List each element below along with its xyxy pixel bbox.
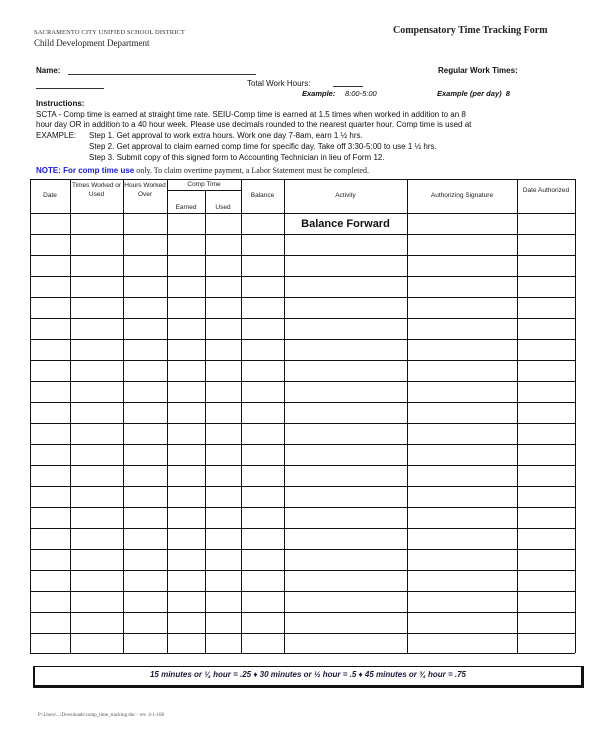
name-field-continued[interactable] [36,88,104,89]
cell-authorizing-signature[interactable] [408,235,516,254]
cell-authorizing-signature[interactable] [408,256,516,275]
cell-authorizing-signature[interactable] [408,424,516,443]
cell-times-worked[interactable] [71,319,122,338]
cell-times-worked[interactable] [71,550,122,569]
cell-date[interactable] [31,508,69,527]
cell-times-worked[interactable] [71,508,122,527]
cell-earned[interactable] [168,256,204,275]
cell-date[interactable] [31,340,69,359]
conversion-box [33,666,584,688]
cell-authorizing-signature[interactable] [408,298,516,317]
cell-earned[interactable] [168,403,204,422]
cell-authorizing-signature[interactable] [408,571,516,590]
cell-hours-worked[interactable] [124,403,166,422]
cell-activity[interactable] [285,592,406,611]
cell-date[interactable] [31,298,69,317]
cell-used[interactable] [206,466,240,485]
cell-hours-worked[interactable] [124,487,166,506]
cell-times-worked[interactable] [71,361,122,380]
cell-authorizing-signature[interactable] [408,403,516,422]
cell-times-worked[interactable] [71,214,122,233]
file-path: P:\Users\...\Downloads\comp_time_tracking.doc - rev. 4-1-108 [38,713,165,718]
cell-hours-worked[interactable] [124,592,166,611]
cell-activity[interactable] [285,487,406,506]
note-bold: NOTE: For comp time use [36,166,135,175]
cell-earned[interactable] [168,529,204,548]
conversion-text: 15 minutes or ¼ hour = .25 ♦ 30 minutes or ½ hour = .5 ♦ 45 minutes or ¾ hour = .75 [149,670,467,679]
cell-balance[interactable] [242,382,283,401]
cell-times-worked[interactable] [71,466,122,485]
cell-balance[interactable] [242,256,283,275]
cell-balance[interactable] [242,445,283,464]
cell-earned[interactable] [168,487,204,506]
instructions-heading: Instructions: [36,99,85,108]
cell-hours-worked[interactable] [124,298,166,317]
cell-date-authorized[interactable] [518,466,574,485]
cell-date[interactable] [31,487,69,506]
column-divider [575,179,576,653]
cell-earned[interactable] [168,235,204,254]
col-comp-time: Comp Time [187,181,221,188]
cell-date[interactable] [31,214,69,233]
cell-date-authorized[interactable] [518,550,574,569]
cell-times-worked[interactable] [71,403,122,422]
name-label: Name: [36,66,61,75]
cell-balance[interactable] [242,487,283,506]
cell-date-authorized[interactable] [518,235,574,254]
total-work-hours-label: Total Work Hours: [247,79,311,88]
total-work-hours-field[interactable] [333,86,363,87]
cell-date[interactable] [31,403,69,422]
example-per-day [437,89,510,98]
comp-time-divider [167,190,241,191]
cell-used[interactable] [206,214,240,233]
cell-balance[interactable] [242,550,283,569]
cell-date[interactable] [31,634,69,653]
cell-authorizing-signature[interactable] [408,340,516,359]
step-3: Step 3. Submit copy of this signed form to Accounting Technician in lieu of Form 12. [89,153,385,162]
cell-hours-worked[interactable] [124,634,166,653]
cell-date[interactable] [31,235,69,254]
cell-earned[interactable] [168,361,204,380]
cell-balance[interactable] [242,592,283,611]
cell-earned[interactable] [168,550,204,569]
cell-activity[interactable] [285,445,406,464]
col-earned: Earned [175,204,197,211]
cell-activity[interactable] [285,235,406,254]
cell-times-worked[interactable] [71,571,122,590]
cell-earned[interactable] [168,340,204,359]
cell-earned[interactable] [168,571,204,590]
col-hours-worked: Hours Worked Over [124,182,166,198]
col-date-authorized: Date Authorized [522,187,570,194]
cell-date-authorized[interactable] [518,487,574,506]
cell-used[interactable] [206,487,240,506]
cell-date[interactable] [31,445,69,464]
instructions-line-2: hour day OR in addition to a 40 hour week. Please use decimals rounded to the nearest quarter hour. Comp time is used at [36,120,472,129]
cell-authorizing-signature[interactable] [408,529,516,548]
cell-hours-worked[interactable] [124,319,166,338]
cell-activity[interactable] [285,298,406,317]
cell-date-authorized[interactable] [518,403,574,422]
cell-date[interactable] [31,550,69,569]
note-rest: only. To claim overtime payment, a Labor Statement must be completed. [134,166,369,175]
cell-used[interactable] [206,277,240,296]
cell-activity[interactable] [285,466,406,485]
cell-times-worked[interactable] [71,445,122,464]
cell-date-authorized[interactable] [518,214,574,233]
cell-earned[interactable] [168,319,204,338]
cell-earned[interactable] [168,445,204,464]
cell-hours-worked[interactable] [124,613,166,632]
cell-activity[interactable] [285,277,406,296]
cell-hours-worked[interactable] [124,256,166,275]
cell-hours-worked[interactable] [124,214,166,233]
example-value: 8:00-5:00 [345,89,377,98]
note [36,166,369,175]
cell-used[interactable] [206,340,240,359]
cell-authorizing-signature[interactable] [408,634,516,653]
cell-hours-worked[interactable] [124,529,166,548]
cell-times-worked[interactable] [71,487,122,506]
cell-activity[interactable] [285,634,406,653]
cell-balance[interactable] [242,403,283,422]
cell-authorizing-signature[interactable] [408,214,516,233]
cell-hours-worked[interactable] [124,550,166,569]
name-field[interactable] [68,74,256,75]
cell-used[interactable] [206,529,240,548]
example-per-day-label: Example (per day) [437,89,502,98]
cell-used[interactable] [206,508,240,527]
cell-authorizing-signature[interactable] [408,277,516,296]
col-activity: Activity [335,192,356,199]
cell-authorizing-signature[interactable] [408,361,516,380]
cell-hours-worked[interactable] [124,361,166,380]
cell-times-worked[interactable] [71,256,122,275]
cell-authorizing-signature[interactable] [408,382,516,401]
cell-date[interactable] [31,529,69,548]
col-authorizing-signature: Authorizing Signature [430,192,494,199]
cell-date-authorized[interactable] [518,613,574,632]
cell-balance[interactable] [242,298,283,317]
cell-date[interactable] [31,382,69,401]
cell-date-authorized[interactable] [518,319,574,338]
cell-times-worked[interactable] [71,235,122,254]
cell-activity[interactable] [285,508,406,527]
example-label-instr: EXAMPLE: [36,131,77,140]
cell-times-worked[interactable] [71,424,122,443]
cell-activity[interactable] [285,214,406,233]
cell-times-worked[interactable] [71,382,122,401]
cell-earned[interactable] [168,592,204,611]
cell-used[interactable] [206,571,240,590]
step-1: Step 1. Get approval to work extra hours. Work one day 7-8am, earn 1 ½ hrs. [89,131,363,140]
cell-date[interactable] [31,361,69,380]
cell-activity[interactable] [285,613,406,632]
cell-date[interactable] [31,256,69,275]
cell-times-worked[interactable] [71,634,122,653]
cell-used[interactable] [206,235,240,254]
cell-earned[interactable] [168,613,204,632]
cell-date-authorized[interactable] [518,508,574,527]
cell-earned[interactable] [168,508,204,527]
cell-authorizing-signature[interactable] [408,319,516,338]
cell-date[interactable] [31,277,69,296]
cell-hours-worked[interactable] [124,508,166,527]
cell-balance[interactable] [242,319,283,338]
cell-date-authorized[interactable] [518,424,574,443]
cell-hours-worked[interactable] [124,277,166,296]
cell-authorizing-signature[interactable] [408,487,516,506]
cell-used[interactable] [206,298,240,317]
cell-balance[interactable] [242,508,283,527]
cell-earned[interactable] [168,424,204,443]
cell-balance[interactable] [242,466,283,485]
cell-times-worked[interactable] [71,277,122,296]
cell-activity[interactable] [285,340,406,359]
cell-hours-worked[interactable] [124,235,166,254]
cell-authorizing-signature[interactable] [408,466,516,485]
cell-balance[interactable] [242,235,283,254]
cell-hours-worked[interactable] [124,382,166,401]
cell-authorizing-signature[interactable] [408,445,516,464]
step-2: Step 2. Get approval to claim earned comp time for specific day. Take off 3:30-5:00 to use 1 ½ hrs. [89,142,437,151]
cell-times-worked[interactable] [71,298,122,317]
cell-hours-worked[interactable] [124,571,166,590]
cell-date-authorized[interactable] [518,361,574,380]
cell-date-authorized[interactable] [518,592,574,611]
cell-used[interactable] [206,592,240,611]
cell-activity[interactable] [285,550,406,569]
cell-balance[interactable] [242,277,283,296]
cell-date-authorized[interactable] [518,634,574,653]
cell-activity[interactable] [285,403,406,422]
cell-date[interactable] [31,613,69,632]
cell-used[interactable] [206,382,240,401]
cell-balance[interactable] [242,529,283,548]
balance-forward: Balance Forward [301,218,390,230]
cell-date-authorized[interactable] [518,340,574,359]
cell-used[interactable] [206,403,240,422]
cell-date-authorized[interactable] [518,256,574,275]
cell-activity[interactable] [285,424,406,443]
example-label: Example: [302,89,336,98]
cell-times-worked[interactable] [71,529,122,548]
cell-earned[interactable] [168,277,204,296]
form-title: Compensatory Time Tracking Form [393,25,548,36]
col-used: Used [215,204,231,211]
cell-hours-worked[interactable] [124,466,166,485]
cell-activity[interactable] [285,319,406,338]
cell-activity[interactable] [285,382,406,401]
cell-used[interactable] [206,319,240,338]
cell-authorizing-signature[interactable] [408,613,516,632]
cell-date-authorized[interactable] [518,445,574,464]
cell-earned[interactable] [168,466,204,485]
cell-used[interactable] [206,550,240,569]
cell-activity[interactable] [285,361,406,380]
department-name: Child Development Department [34,38,150,48]
cell-date[interactable] [31,592,69,611]
cell-date-authorized[interactable] [518,298,574,317]
cell-authorizing-signature[interactable] [408,550,516,569]
instructions-line-1: SCTA - Comp time is earned at straight time rate. SEIU-Comp time is earned at 1.5 times when worked in addition to an 8 [36,110,466,119]
cell-balance[interactable] [242,613,283,632]
regular-work-times-label: Regular Work Times: [438,66,518,75]
table-border-top [30,179,575,180]
cell-date-authorized[interactable] [518,382,574,401]
cell-date-authorized[interactable] [518,277,574,296]
col-times-worked: Times Worked or Used [71,182,122,198]
cell-earned[interactable] [168,214,204,233]
cell-balance[interactable] [242,424,283,443]
cell-activity[interactable] [285,529,406,548]
cell-earned[interactable] [168,634,204,653]
cell-activity[interactable] [285,571,406,590]
cell-date-authorized[interactable] [518,571,574,590]
cell-used[interactable] [206,256,240,275]
cell-used[interactable] [206,445,240,464]
row-divider [30,653,575,654]
cell-used[interactable] [206,424,240,443]
cell-hours-worked[interactable] [124,424,166,443]
cell-balance[interactable] [242,361,283,380]
col-date: Date [43,192,57,199]
cell-used[interactable] [206,613,240,632]
cell-date[interactable] [31,571,69,590]
cell-earned[interactable] [168,298,204,317]
cell-authorizing-signature[interactable] [408,508,516,527]
cell-balance[interactable] [242,571,283,590]
cell-balance[interactable] [242,634,283,653]
col-balance: Balance [250,192,275,199]
cell-date[interactable] [31,466,69,485]
cell-balance[interactable] [242,340,283,359]
district-name: SACRAMENTO CITY UNIFIED SCHOOL DISTRICT [34,29,185,36]
example-per-day-value: 8 [505,89,510,98]
cell-used[interactable] [206,634,240,653]
cell-balance[interactable] [242,214,283,233]
cell-used[interactable] [206,361,240,380]
cell-authorizing-signature[interactable] [408,592,516,611]
cell-hours-worked[interactable] [124,340,166,359]
cell-earned[interactable] [168,382,204,401]
cell-date-authorized[interactable] [518,529,574,548]
cell-times-worked[interactable] [71,340,122,359]
cell-times-worked[interactable] [71,613,122,632]
cell-date[interactable] [31,424,69,443]
cell-times-worked[interactable] [71,592,122,611]
cell-hours-worked[interactable] [124,445,166,464]
cell-date[interactable] [31,319,69,338]
cell-activity[interactable] [285,256,406,275]
